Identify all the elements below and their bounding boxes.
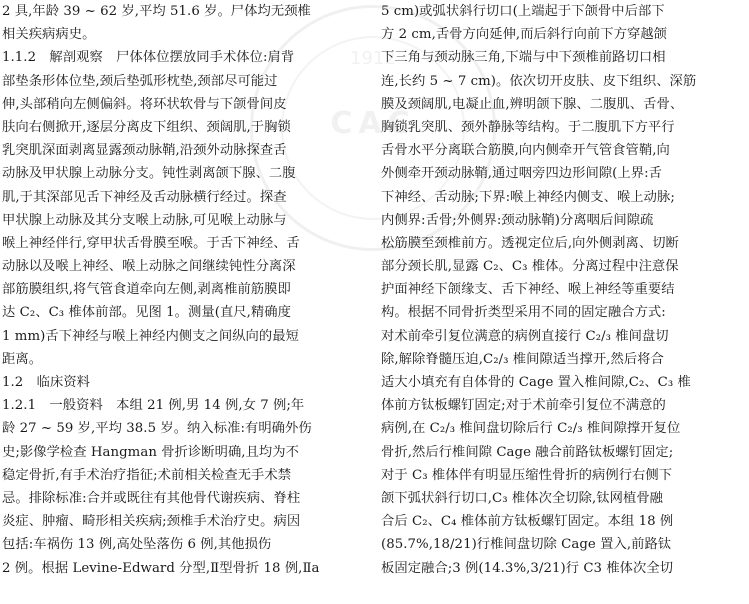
text-line: 构。根据不同骨折类型采用不同的固定融合方式: (381, 305, 666, 321)
text-line: 忌。排除标准:合并或既往有其他骨代谢疾病、脊柱 (2, 490, 301, 506)
text-line: 连,长约 5 ~ 7 cm)。依次切开皮肤、皮下组织、深筋 (381, 73, 697, 89)
text-line: 胸锁乳突肌、颈外静脉等结构。于二腹肌下方平行 (381, 119, 675, 135)
text-line: 下神经、舌动脉;下界:喉上神经内侧支、喉上动脉; (381, 189, 675, 205)
text-line: 板固定融合;3 例(14.3%,3/21)行 C3 椎体次全切 (381, 560, 674, 576)
text-line: 病例,在 C₂/₃ 椎间盘切除后行 C₂/₃ 椎间隙撑开复位 (381, 421, 681, 437)
watermark-text: CAC (330, 106, 416, 141)
text-line: 下三角与颈动脉三角,下端与中下颈椎前路切口相 (381, 50, 666, 66)
text-line: 距离。 (2, 351, 43, 367)
text-line: 体前方钛板螺钉固定;对于术前牵引复位不满意的 (381, 398, 666, 414)
text-line: 肤向右侧掀开,逐层分离皮下组织、颈阔肌,于胸锁 (2, 119, 291, 135)
text-line: 对于 C₃ 椎体伴有明显压缩性骨折的病例行右侧下 (381, 467, 673, 483)
text-line: 舌骨水平分离联合筋膜,向内侧牵开气管食管鞘,向 (381, 143, 670, 159)
text-line: 喉上神经伴行,穿甲状舌骨膜至喉。于舌下神经、舌 (2, 235, 300, 251)
text-line: 1 mm)舌下神经与喉上神经内侧支之间纵向的最短 (2, 328, 299, 344)
text-line: 对术前牵引复位满意的病例直接行 C₂/₃ 椎间盘切 (381, 328, 669, 344)
text-line: 甲状腺上动脉及其分支喉上动脉,可见喉上动脉与 (2, 212, 287, 228)
text-line: 部筋膜组织,将气管食道牵向左侧,剥离椎前筋膜即 (2, 282, 291, 298)
text-line: 部分颈长肌,显露 C₂、C₃ 椎体。分离过程中注意保 (381, 259, 679, 275)
text-line: 骨折,然后行椎间隙 Cage 融合前路钛板螺钉固定; (381, 444, 674, 460)
text-line: 动脉及甲状腺上动脉分支。钝性剥离颌下腺、二腹 (2, 166, 296, 182)
text-line: 膜及颈阔肌,电凝止血,辨明颌下腺、二腹肌、舌骨、 (381, 96, 684, 112)
text-line: 1.1.2 解剖观察 尸体体位摆放同手术体位:肩背 (2, 50, 295, 66)
text-line: 动脉以及喉上神经、喉上动脉之间继续钝性分离深 (2, 259, 296, 275)
text-line: (85.7%,18/21)行椎间盘切除 Cage 置入,前路钛 (381, 537, 672, 553)
watermark-year: 1912 (350, 48, 396, 69)
text-line: 2 具,年龄 39 ~ 62 岁,平均 51.6 岁。尸体均无颈椎 (2, 4, 311, 19)
text-line: 龄 27 ~ 59 岁,平均 38.5 岁。纳入标准:有明确外伤 (2, 421, 312, 437)
text-line: 外侧牵开颈动脉鞘,通过咽旁四边形间隙(上界:舌 (381, 166, 662, 182)
text-line: 5 cm)或弧状斜行切口(上端起于下颌骨中后部下 (381, 4, 665, 19)
text-line: 达 C₂、C₃ 椎体前部。见图 1。测量(直尺,精确度 (2, 305, 291, 321)
text-line: 松筋膜至颈椎前方。透视定位后,向外侧剥离、切断 (381, 235, 679, 251)
text-line: 护面神经下颌缘支、舌下神经、喉上神经等重要结 (381, 282, 675, 298)
text-line: 1.2 临床资料 (2, 375, 91, 390)
text-line: 乳突肌深面剥离显露颈动脉鞘,沿颈外动脉探查舌 (2, 143, 287, 159)
text-line: 适大小填充有自体骨的 Cage 置入椎间隙,C₂、C₃ 椎 (381, 375, 691, 390)
text-line: 相关疾病病史。 (2, 27, 96, 43)
text-line: 肌,于其深部见舌下神经及舌动脉横行经过。探查 (2, 189, 287, 205)
text-line: 部垫条形体位垫,颈后垫弧形枕垫,颈部尽可能过 (2, 73, 278, 89)
right-text-column (381, 0, 749, 580)
text-line: 内侧界:舌骨;外侧界:颈动脉鞘)分离咽后间隙疏 (381, 212, 654, 228)
text-line: 1.2.1 一般资料 本组 21 例,男 14 例,女 7 例;年 (2, 398, 305, 414)
text-line: 稳定骨折,有手术治疗指征;术前相关检查无手术禁 (2, 467, 292, 483)
text-line: 史;影像学检查 Hangman 骨折诊断明确,且均为不 (2, 444, 299, 460)
text-line: 包括:车祸伤 13 例,高处坠落伤 6 例,其他损伤 (2, 537, 272, 553)
text-line: 合后 C₂、C₄ 椎体前方钛板螺钉固定。本组 18 例 (381, 514, 674, 530)
text-line: 2 例。根据 Levine-Edward 分型,Ⅱ型骨折 18 例,Ⅱa (2, 560, 320, 576)
text-line: 除,解除脊髓压迫,C₂/₃ 椎间隙适当撑开,然后将合 (381, 351, 664, 367)
text-line: 方 2 cm,舌骨方向延伸,而后斜行向前下方穿越颌 (381, 27, 668, 43)
left-text-column (2, 0, 370, 580)
text-line: 炎症、肿瘤、畸形相关疾病;颈椎手术治疗史。病因 (2, 514, 301, 530)
text-line: 颌下弧状斜行切口,C₃ 椎体次全切除,钛网植骨融 (381, 490, 664, 506)
text-line: 伸,头部稍向左侧偏斜。将环状软骨与下颌骨间皮 (2, 96, 287, 112)
